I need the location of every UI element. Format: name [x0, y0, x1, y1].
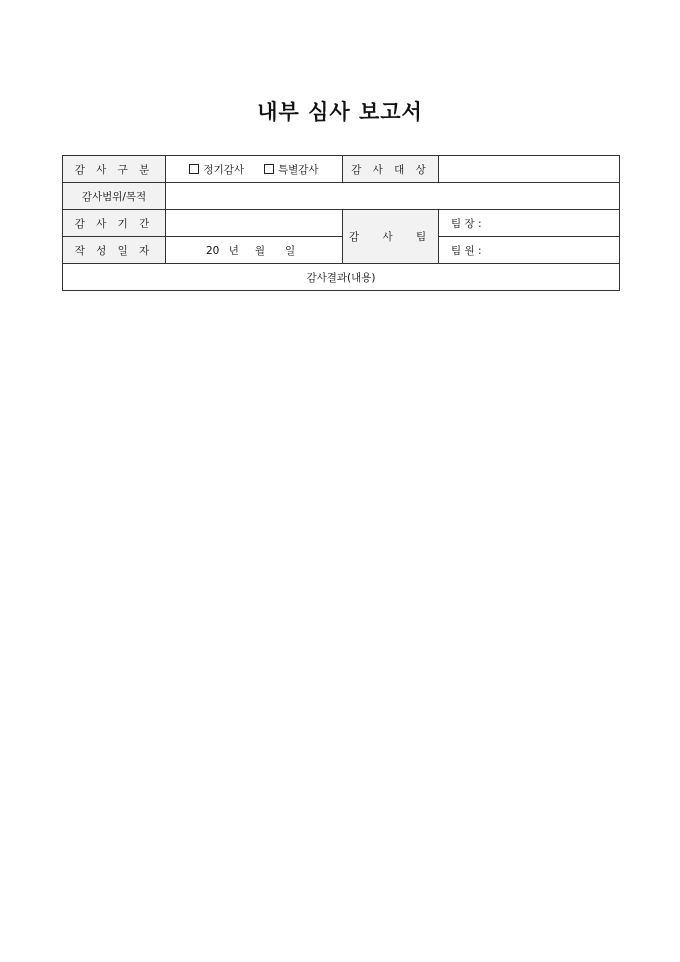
team-member-field[interactable] — [439, 237, 620, 264]
scope-field[interactable] — [166, 183, 620, 210]
regular-audit-text: 정기감사 — [203, 163, 244, 176]
period-row — [63, 210, 620, 237]
written-date-row — [63, 237, 620, 264]
date-month: 월 — [254, 244, 265, 257]
written-date-label: 작 성 일 자 — [63, 237, 166, 264]
written-date-field[interactable] — [166, 237, 343, 264]
audit-type-label: 감 사 구 분 — [63, 156, 166, 183]
period-label: 감 사 기 간 — [63, 210, 166, 237]
scope-row — [63, 183, 620, 210]
audit-report-form — [62, 155, 620, 291]
scope-label: 감사범위/목적 — [63, 183, 166, 210]
date-year: 20 년 — [206, 244, 239, 257]
audit-team-label: 감 사 팀 — [343, 210, 439, 264]
audit-type-row — [63, 156, 620, 183]
special-audit-text: 특별감사 — [278, 163, 319, 176]
audit-type-options — [166, 156, 343, 183]
audit-target-label: 감 사 대 상 — [343, 156, 439, 183]
checkbox-icon[interactable] — [189, 164, 199, 174]
result-row — [63, 264, 620, 291]
period-field[interactable] — [166, 210, 343, 237]
regular-audit-option[interactable] — [189, 164, 244, 176]
audit-result-label: 감사결과(내용) — [306, 271, 376, 284]
team-member-label: 팀 원 : — [451, 244, 482, 257]
audit-result-area[interactable] — [63, 264, 620, 291]
team-leader-label: 팀 장 : — [451, 217, 482, 230]
team-leader-field[interactable] — [439, 210, 620, 237]
checkbox-icon[interactable] — [264, 164, 274, 174]
document-title: 내부 심사 보고서 — [257, 100, 423, 124]
special-audit-option[interactable] — [264, 164, 319, 176]
date-day: 일 — [285, 244, 296, 257]
audit-target-field[interactable] — [439, 156, 620, 183]
